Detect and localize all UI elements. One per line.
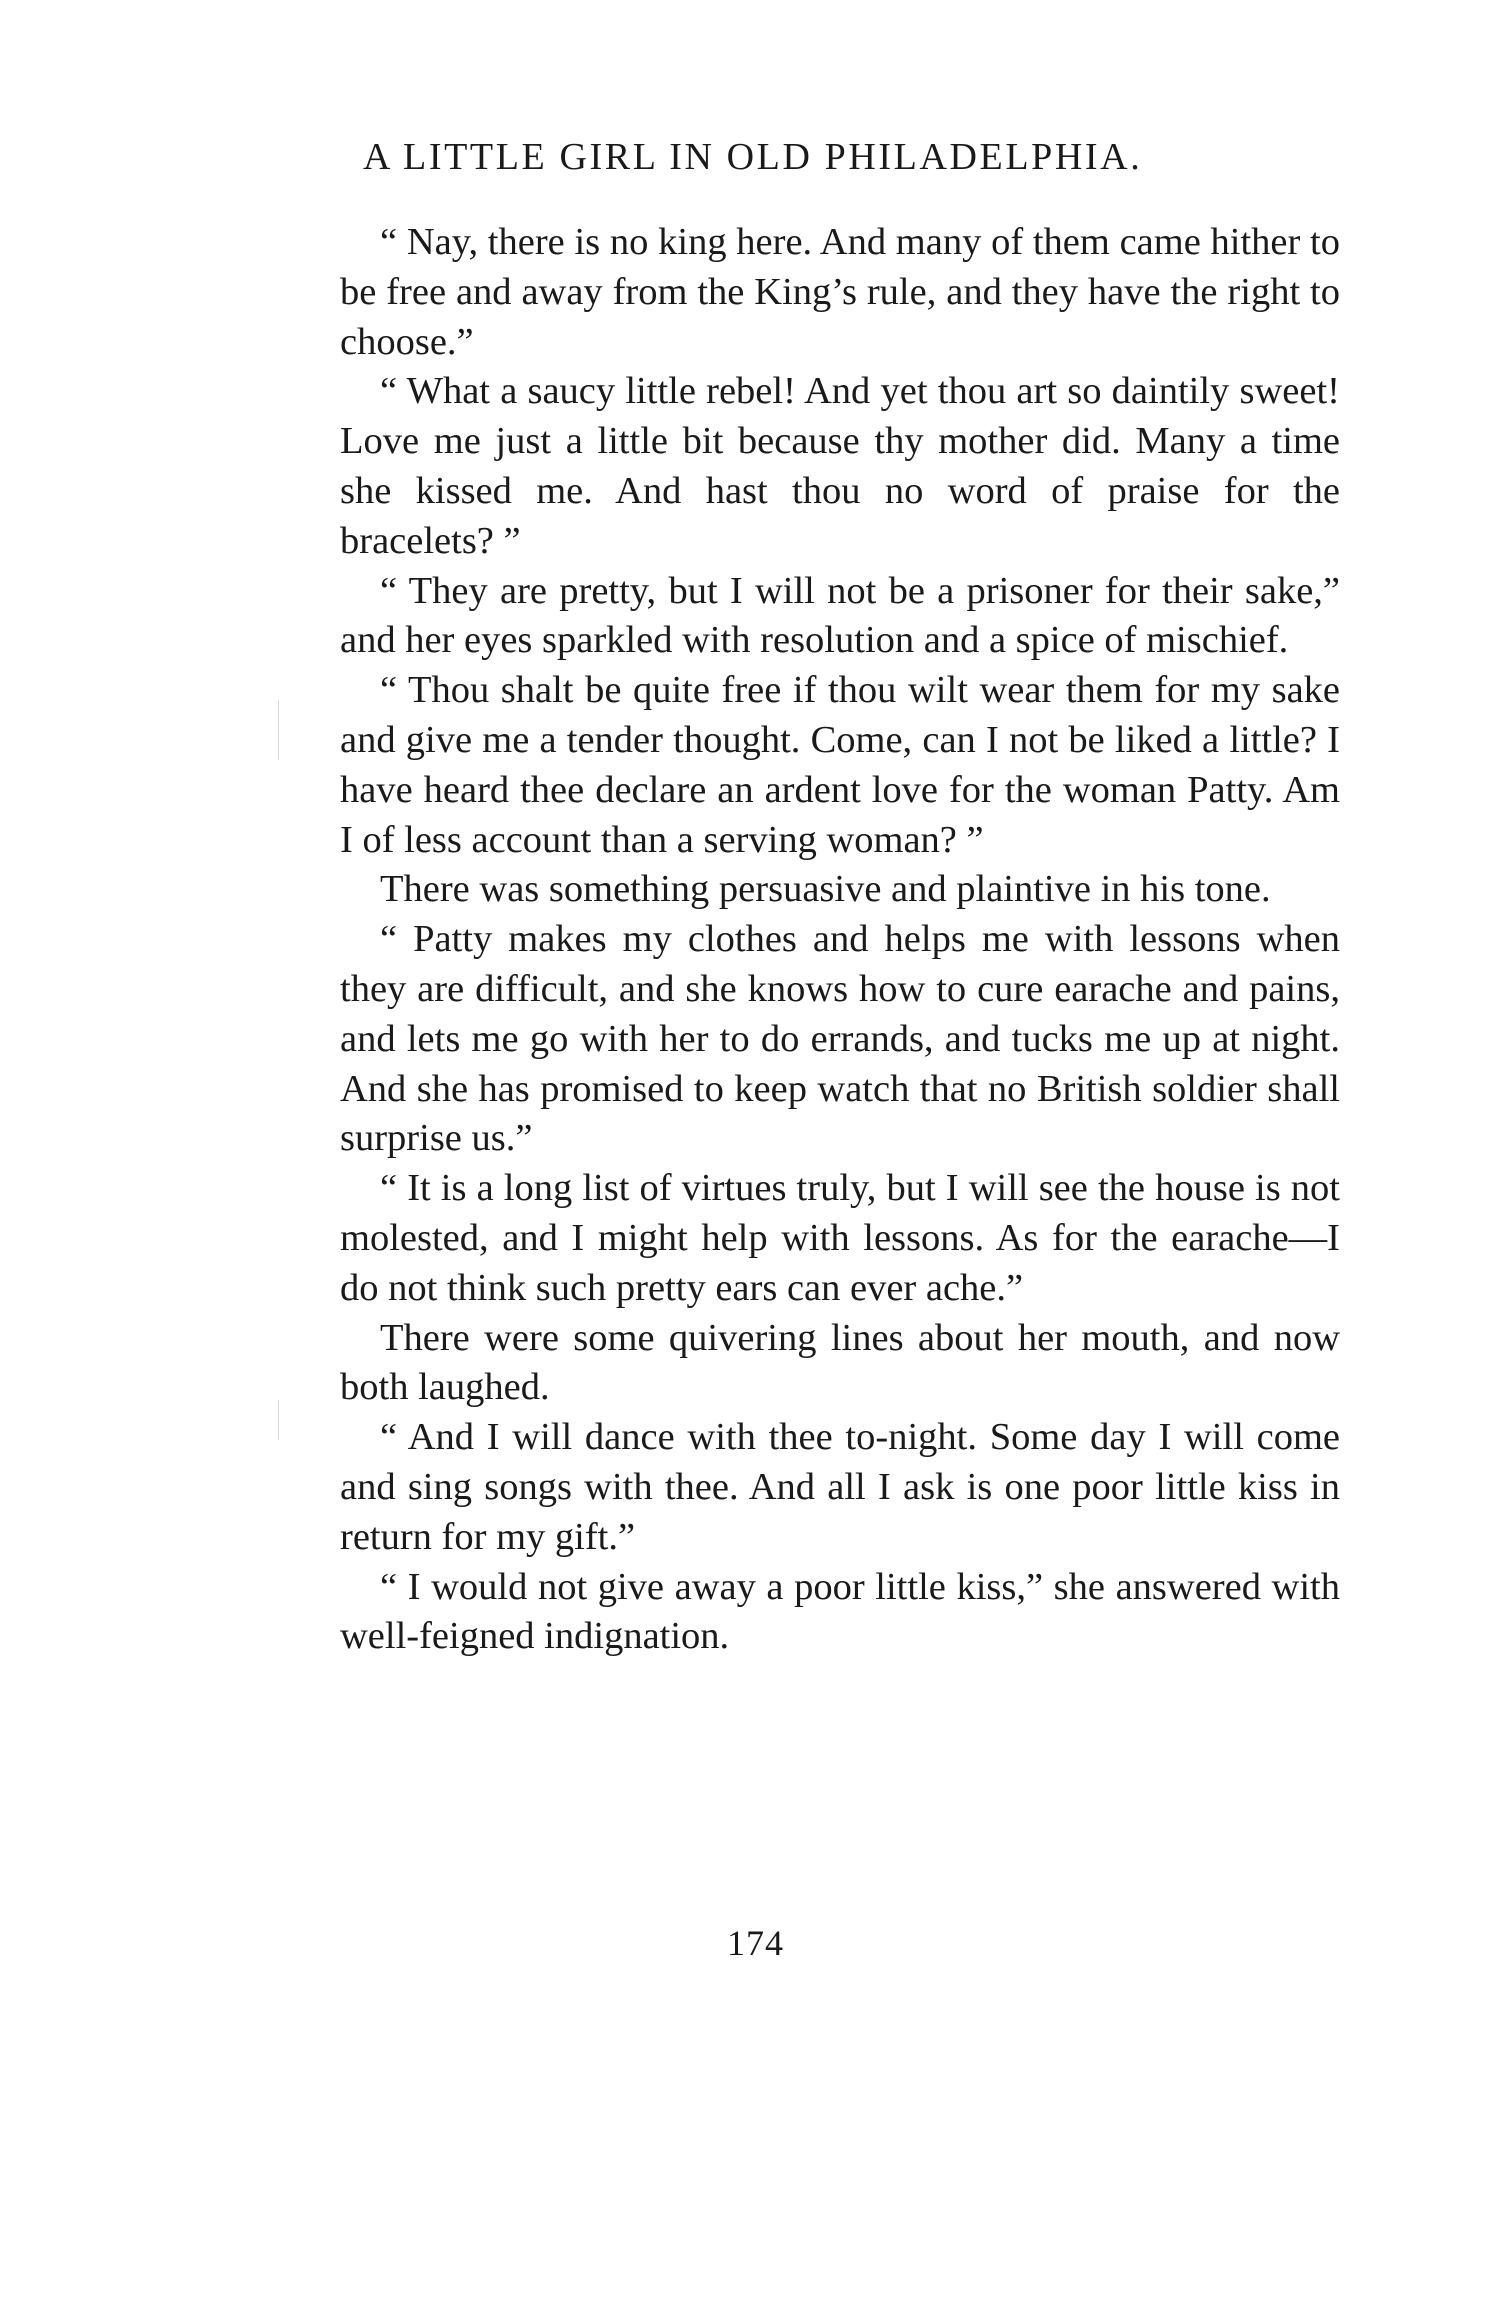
running-head: A LITTLE GIRL IN OLD PHILADELPHIA.: [363, 136, 1143, 178]
scan-edge-mark: [278, 700, 279, 760]
paragraph: “ What a saucy little rebel! And yet thou art so daintily sweet! Love me just a little bit because thy mother did. Many a time she kissed me. And hast thou no word of praise for the bracelets? ”: [340, 370, 1340, 562]
paragraph: There was something persuasive and plaintive in his tone.: [380, 868, 1271, 911]
paragraph: “ I would not give away a poor little kiss,” she answered with well-feigned indignation.: [340, 1565, 1340, 1658]
body-text: [340, 218, 1340, 1662]
paragraph: There were some quivering lines about her mouth, and now both laughed.: [340, 1316, 1340, 1409]
paragraph: “ They are pretty, but I will not be a prisoner for their sake,” and her eyes sparkled with resolution and a spice of mischief.: [340, 569, 1340, 662]
scan-edge-mark: [278, 1400, 279, 1440]
paragraph: “ Patty makes my clothes and helps me with lessons when they are difficult, and she knows how to cure earache and pains, and lets me go with her to do errands, and tucks me up at night. And she has promised to keep watch that no British soldier shall surprise us.”: [340, 918, 1340, 1160]
paragraph: “ And I will dance with thee to-night. Some day I will come and sing songs with thee. And all I ask is one poor little kiss in return for my gift.”: [340, 1416, 1340, 1558]
page-number: 174: [727, 1923, 784, 1963]
paragraph: “ Nay, there is no king here. And many of them came hither to be free and away from the King’s rule, and they have the right to choose.”: [340, 221, 1340, 363]
paragraph: “ Thou shalt be quite free if thou wilt wear them for my sake and give me a tender thought. Come, can I not be liked a little? I have heard thee declare an ardent love for the woman Patty. Am I of less account than a serving woman? ”: [340, 669, 1340, 861]
paragraph: “ It is a long list of virtues truly, but I will see the house is not molested, and I might help with lessons. As for the earache—I do not think such pretty ears can ever ache.”: [340, 1167, 1340, 1309]
